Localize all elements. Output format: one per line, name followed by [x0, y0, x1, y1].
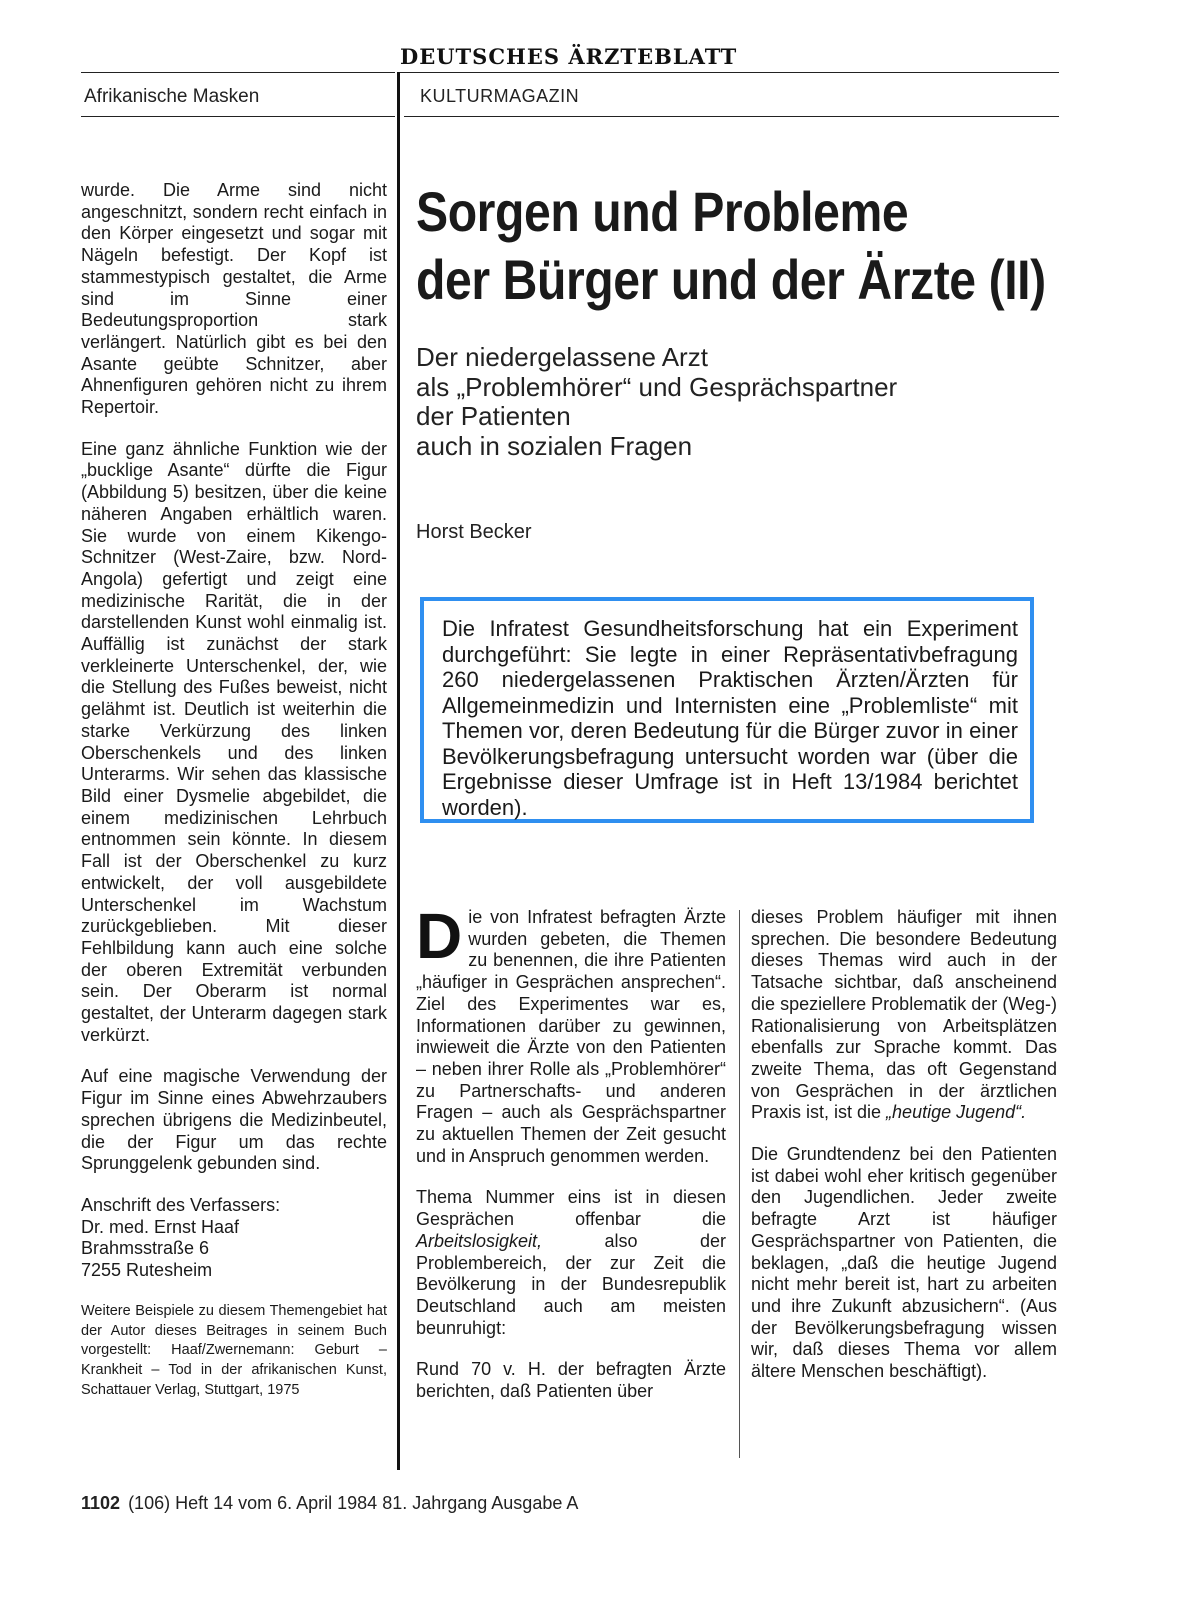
article-author: Horst Becker — [416, 521, 532, 543]
address-name: Dr. med. Ernst Haaf — [81, 1216, 240, 1237]
emphasis-heutige-jugend: „heutige Jugend“. — [886, 1102, 1027, 1123]
address-city: 7255 Rutesheim — [81, 1260, 213, 1281]
reference-note: Weitere Beispiele zu diesem Themengebiet hat der Autor dieses Beitrages in seinem Buch vorgestellt: Haaf/Zwernemann: Geburt – Krankheit – Tod in der afrikanischen Kunst, Schattauer Verlag, Stuttgart, 1975 — [81, 1302, 387, 1398]
article-paragraph-4-text: dieses Problem häufiger mit ihnen sprechen. Die besondere Bedeutung dieses Themas wird auch in der Tatsache sichtbar, daß anscheinend die speziellere Problematik der (Weg-) Rationalisierung von Arbeitsplätzen ebenfalls zur Sprache kommt. Das zweite Thema, das oft Gegenstand von Gesprächen in der ärztlichen Praxis ist, ist die — [751, 907, 1057, 1123]
address-label: Anschrift des Verfassers: — [81, 1194, 281, 1215]
article-subtitle — [416, 343, 1056, 461]
emphasis-arbeitslosigkeit: Arbeitslosigkeit, — [416, 1230, 543, 1251]
article-title — [416, 178, 1046, 314]
article-paragraph-1-text: ie von Infratest befragten Ärzte wurden gebeten, die Themen zu benennen, die ihre Patienten „häufiger in Gesprächen ansprechen“. Ziel des Experimentes war es, Informationen darüber zu gewinnen, inwieweit die Ärzte von den Patienten – neben ihrer Rolle als „Problemhörer“ zu Partnerschafts- und anderen Fragen – auch als Gesprächspartner zu aktuellen Themen der Zeit gesucht und in Anspruch genommen werden. — [416, 907, 726, 1166]
abstract-box — [420, 597, 1034, 823]
left-paragraph-3: Auf eine magische Verwendung der Figur im Sinne eines Abwehrzaubers sprechen übrigens die Medizinbeutel, die der Figur um das rechte Sprunggelenk gebunden sind. — [81, 1066, 387, 1174]
left-column — [81, 180, 387, 1401]
article-column-1 — [416, 900, 726, 1423]
title-line-1: Sorgen und Probleme — [416, 180, 909, 243]
article-paragraph-5: Die Grundtendenz bei den Patienten ist dabei wohl eher kritisch gegenüber den Jugendlichen. Jeder zweite befragte Arzt ist häufiger Gesprächspartner von Patienten, die beklagen, „daß die heutige Jugend nicht mehr bereit ist, hart zu arbeiten und ihre Zukunft abzusichern“. (Aus der Bevölkerungsbefragung wissen wir, daß dieses Thema vor allem ältere Menschen beschäftigt). — [751, 1144, 1057, 1382]
section-rule-right — [404, 116, 1059, 117]
article-paragraph-2-rest: also der Problembereich, der zur Zeit die Bevölkerung in der Bundesrepublik Deutschland auch am meisten beunruhigt: — [416, 1230, 726, 1338]
article-paragraph-2 — [416, 1187, 726, 1339]
subtitle-line-4: auch in sozialen Fragen — [416, 430, 693, 461]
issue-info: (106) Heft 14 vom 6. April 1984 81. Jahrgang Ausgabe A — [128, 1493, 579, 1513]
author-address — [81, 1195, 387, 1282]
section-label-right: KULTURMAGAZIN — [420, 86, 580, 106]
drop-cap: D — [416, 900, 463, 972]
article-paragraph-2-text: Thema Nummer eins ist in diesen Gesprächen offenbar die — [416, 1187, 726, 1230]
subtitle-line-3: der Patienten — [416, 401, 571, 431]
column-separator — [739, 910, 740, 1458]
subtitle-line-1: Der niedergelassene Arzt — [416, 342, 708, 372]
masthead-rule — [399, 72, 1059, 73]
section-label-left: Afrikanische Masken — [84, 86, 260, 107]
address-street: Brahmsstraße 6 — [81, 1238, 210, 1259]
page-number: 1102 — [81, 1493, 121, 1513]
article-paragraph-4 — [751, 907, 1057, 1124]
article-paragraph-1 — [416, 900, 726, 1167]
section-rule-left — [81, 116, 395, 117]
column-divider-vertical — [397, 72, 400, 1470]
left-paragraph-1: wurde. Die Arme sind nicht angeschnitzt, sondern recht einfach in den Körper eingesetzt und sogar mit Nägeln befestigt. Der Kopf ist stammestypisch gestaltet, die Arme sind im Sinne einer Bedeutungsproportion stark verlängert. Natürlich gibt es bei den Asante geübte Schnitzer, aber Ahnenfiguren gehören nicht zu ihrem Repertoir. — [81, 180, 387, 418]
masthead: DEUTSCHES ÄRZTEBLATT — [400, 44, 738, 69]
subtitle-line-2: als „Problemhörer“ und Gesprächspartner — [416, 371, 898, 402]
left-paragraph-2: Eine ganz ähnliche Funktion wie der „bucklige Asante“ dürfte die Figur (Abbildung 5) besitzen, über die keine näheren Angaben erhältlich waren. Sie wurde von einem Kikengo-Schnitzer (West-Zaire, bzw. Nord-Angola) gefertigt und zeigt eine medizinische Rarität, die in der darstellenden Kunst wohl einmalig ist. Auffällig ist zunächst der stark verkleinerte Unterschenkel, der, wie die Stellung des Fußes beweist, nicht gelähmt ist. Deutlich ist weiterhin die starke Verkürzung des linken Oberschenkels und des linken Unterarms. Wir sehen das klassische Bild einer Dysmelie abgebildet, die einem medizinischen Lehrbuch entnommen sein könnte. In diesem Fall ist der Oberschenkel zu kurz entwickelt, der voll ausgebildete Unterschenkel im Wachstum zurückgeblieben. Mit dieser Fehlbildung kann auch eine solche der oberen Extremität verbunden sein. Der Oberarm ist normal gestaltet, der Unterarm dagegen stark verkürzt. — [81, 438, 387, 1045]
article-column-2 — [751, 907, 1057, 1403]
title-line-2: der Bürger und der Ärzte (II) — [416, 248, 1046, 311]
page-footer — [81, 1493, 578, 1514]
abstract-text: Die Infratest Gesundheitsforschung hat ein Experiment durchgeführt: Sie legte in einer Repräsentativbefragung 260 niedergelassenen Praktischen Ärzten/Ärzten für Allgemeinmedizin und Internisten eine „Problemliste“ mit Themen vor, deren Bedeutung für die Bürger zuvor in einer Bevölkerungsbefragung untersucht worden war (über die Ergebnisse dieser Umfrage ist in Heft 13/1984 berichtet worden). — [442, 616, 1018, 820]
header-rule-left — [81, 72, 395, 73]
article-paragraph-3: Rund 70 v. H. der befragten Ärzte berichten, daß Patienten über — [416, 1359, 726, 1402]
